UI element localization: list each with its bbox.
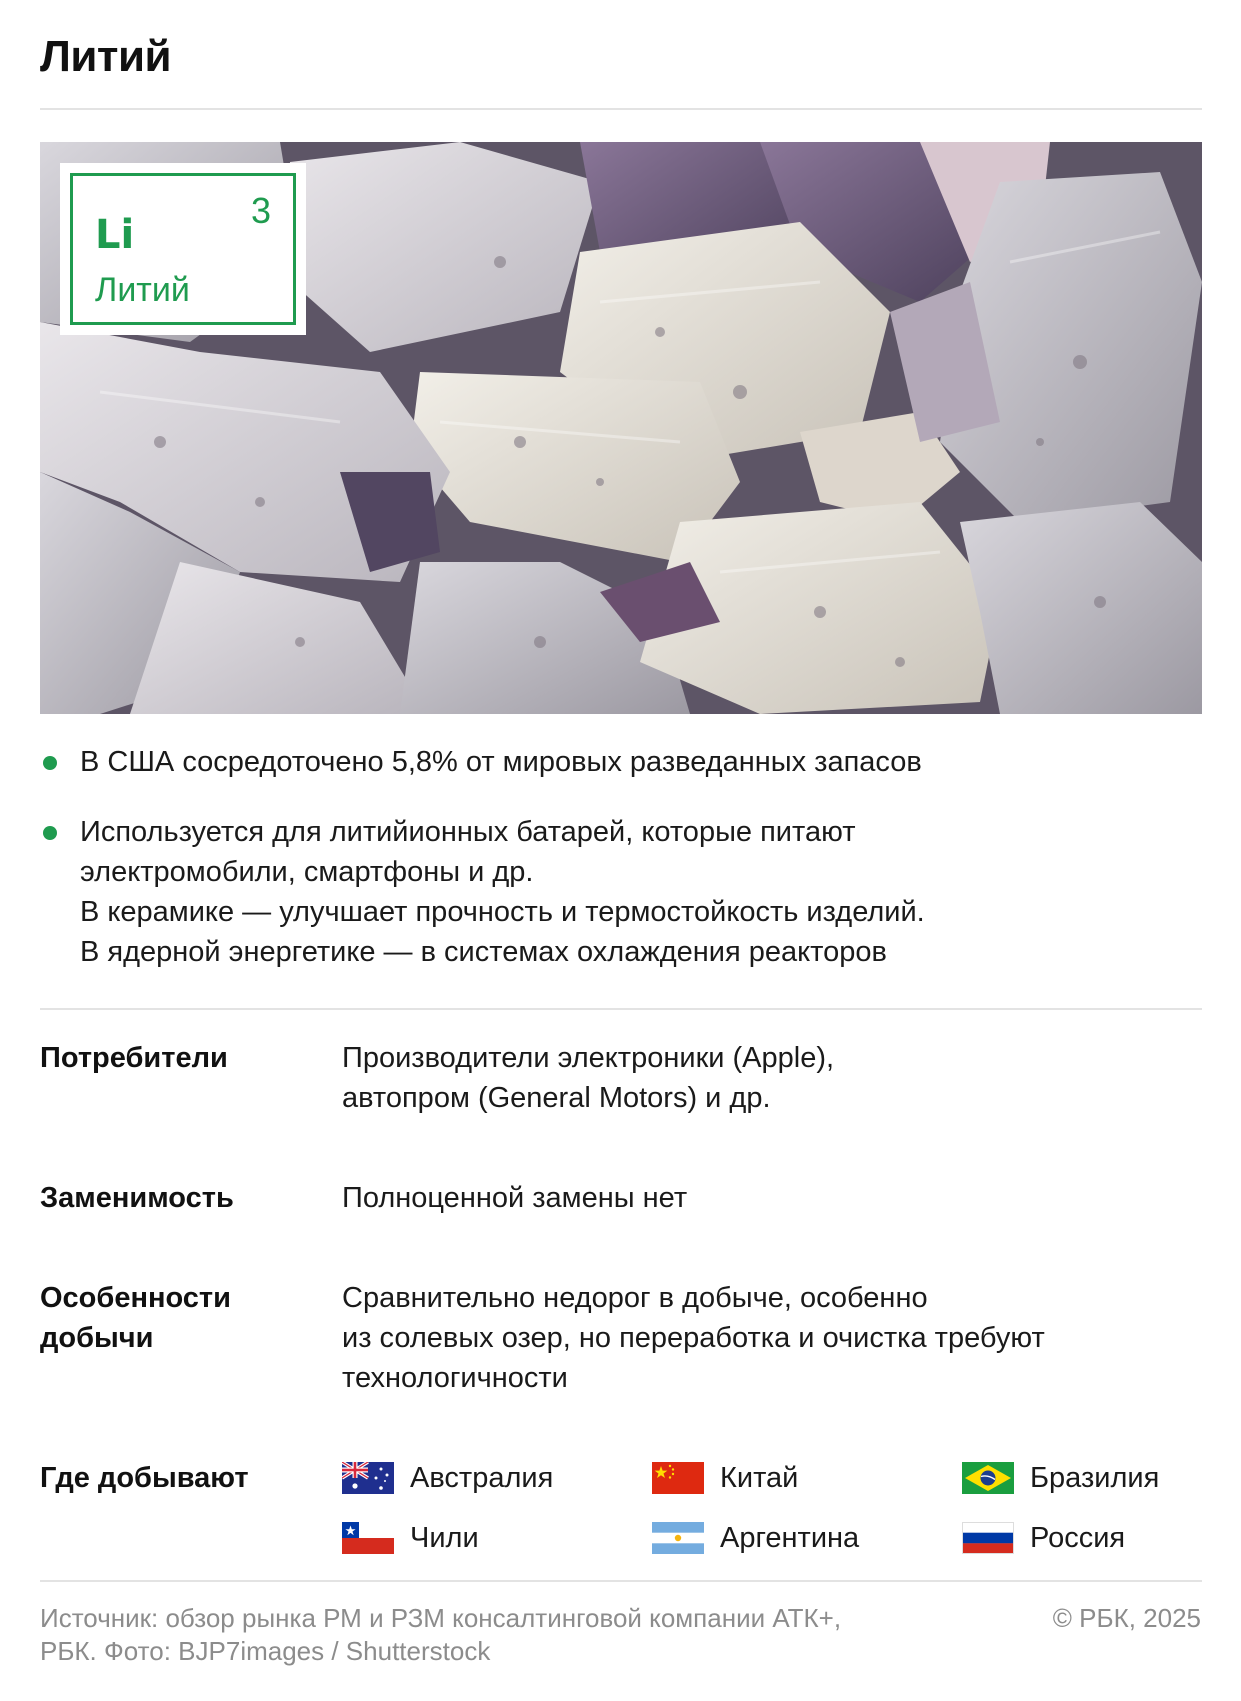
- australia-flag-icon: [342, 1462, 394, 1494]
- element-tile-border: [70, 173, 296, 325]
- row-label-line: добычи: [40, 1322, 154, 1354]
- row-label-line: Особенности: [40, 1282, 231, 1314]
- chile-flag-icon: [342, 1522, 394, 1554]
- brazil-flag-icon: [962, 1462, 1014, 1494]
- row-label-extraction: [40, 1278, 231, 1358]
- page-title: Литий: [40, 32, 172, 81]
- china-flag-icon: [652, 1462, 704, 1494]
- bullets-divider: [40, 1008, 1202, 1010]
- row-value-line: технологичности: [342, 1362, 568, 1394]
- footer-divider: [40, 1580, 1202, 1582]
- title-divider: [40, 108, 1202, 110]
- country-australia: [342, 1458, 553, 1498]
- bullet-line: В ядерной энергетике — в системах охлаждения реакторов: [80, 936, 887, 968]
- row-value-extraction: [342, 1278, 1202, 1398]
- row-value-line: Полноценной замены нет: [342, 1182, 688, 1214]
- bullet-line: электромобили, смартфоны и др.: [80, 856, 534, 888]
- country-name: Россия: [1030, 1521, 1126, 1554]
- country-argentina: [652, 1518, 859, 1558]
- footer-source-line: РБК. Фото: BJP7images / Shutterstock: [40, 1636, 491, 1666]
- country-brazil: [962, 1458, 1159, 1498]
- element-symbol: Li: [95, 212, 135, 258]
- element-name: Литий: [95, 271, 190, 309]
- bullet-line: Используется для литийионных батарей, которые питают: [80, 816, 856, 848]
- bullet-line: В керамике — улучшает прочность и термостойкость изделий.: [80, 896, 925, 928]
- russia-flag-icon: [962, 1522, 1014, 1554]
- element-tile: [60, 163, 306, 335]
- row-value-line: Сравнительно недорог в добыче, особенно: [342, 1282, 928, 1314]
- row-value-consumers: [342, 1038, 1202, 1118]
- country-name: Аргентина: [720, 1521, 860, 1554]
- row-label-substitutability: Заменимость: [40, 1182, 234, 1214]
- country-name: Бразилия: [1030, 1461, 1160, 1494]
- country-name: Китай: [720, 1461, 799, 1494]
- country-name: Чили: [410, 1521, 479, 1554]
- bullet-dot-icon: [43, 756, 57, 770]
- country-china: [652, 1458, 798, 1498]
- row-value-line: автопром (General Motors) и др.: [342, 1082, 771, 1114]
- bullet-dot-icon: [43, 826, 57, 840]
- row-label-consumers: Потребители: [40, 1042, 228, 1074]
- bullet-line: В США сосредоточено 5,8% от мировых разведанных запасов: [80, 746, 922, 778]
- country-russia: [962, 1518, 1125, 1558]
- country-chile: [342, 1518, 479, 1558]
- bullet-usage: [40, 812, 1200, 972]
- footer-source: [40, 1602, 841, 1668]
- row-value-line: из солевых озер, но переработка и очистка требуют: [342, 1322, 1045, 1354]
- footer-source-line: Источник: обзор рынка РМ и РЗМ консалтинговой компании АТК+,: [40, 1603, 842, 1633]
- element-number: 3: [250, 190, 271, 231]
- argentina-flag-icon: [652, 1522, 704, 1554]
- row-value-substitutability: [342, 1178, 1202, 1218]
- country-name: Австралия: [410, 1461, 554, 1494]
- fact-bullets: [40, 742, 1200, 1002]
- footer-copyright: © РБК, 2025: [1052, 1603, 1201, 1633]
- row-value-line: Производители электроники (Apple),: [342, 1042, 835, 1074]
- bullet-reserves: [40, 742, 1200, 782]
- row-label-where: Где добывают: [40, 1462, 249, 1494]
